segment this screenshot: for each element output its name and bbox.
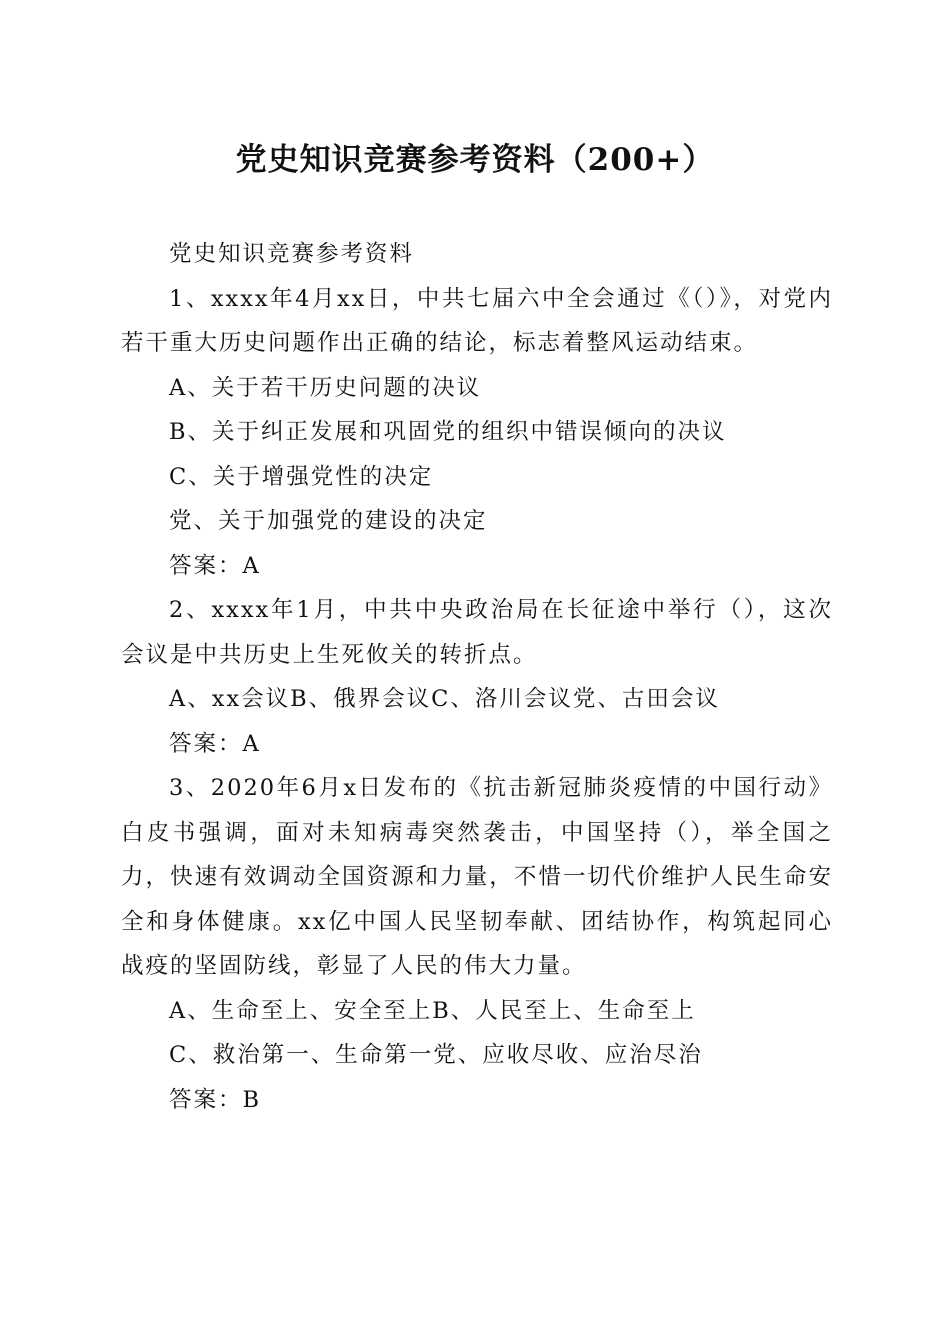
document-body: [121, 232, 833, 1122]
question-1-option-c: C、关于增强党性的决定: [169, 463, 434, 490]
question-2: 2、xxxx年1月，中共中央政治局在长征途中举行（），这次会议是中共历史上生死攸关的转折点。: [121, 597, 833, 668]
question-1-option-a: A、关于若干历史问题的决议: [169, 374, 482, 401]
question-3: 3、2020年6月x日发布的《抗击新冠肺炎疫情的中国行动》白皮书强调，面对未知病毒突然袭击，中国坚持（），举全国之力，快速有效调动全国资源和力量，不惜一切代价维护人民生命安全和身体健康。xx亿中国人民坚韧奉献、团结协作，构筑起同心战疫的坚固防线，彰显了人民的伟大力量。: [121, 775, 833, 979]
question-1-option-b: B、关于纠正发展和巩固党的组织中错误倾向的决议: [169, 419, 727, 445]
question-1-option-d: 党、关于加强党的建设的决定: [169, 508, 488, 534]
question-3-answer: 答案：B: [169, 1086, 262, 1113]
question-3-options-cd: C、救治第一、生命第一党、应收尽收、应治尽治: [169, 1042, 703, 1068]
document-title: 党史知识竞赛参考资料（200+）: [235, 142, 715, 178]
question-1-answer: 答案：A: [169, 552, 261, 579]
question-1: 1、xxxx年4月xx日，中共七届六中全会通过《（）》，对党内若干重大历史问题作出正确的结论，标志着整风运动结束。: [121, 285, 833, 356]
subtitle-paragraph: 党史知识竞赛参考资料: [169, 241, 415, 267]
question-2-answer: 答案：A: [169, 730, 261, 757]
question-2-options: A、xx会议B、俄界会议C、洛川会议党、古田会议: [169, 686, 720, 712]
question-3-options-ab: A、生命至上、安全至上B、人民至上、生命至上: [169, 997, 696, 1024]
